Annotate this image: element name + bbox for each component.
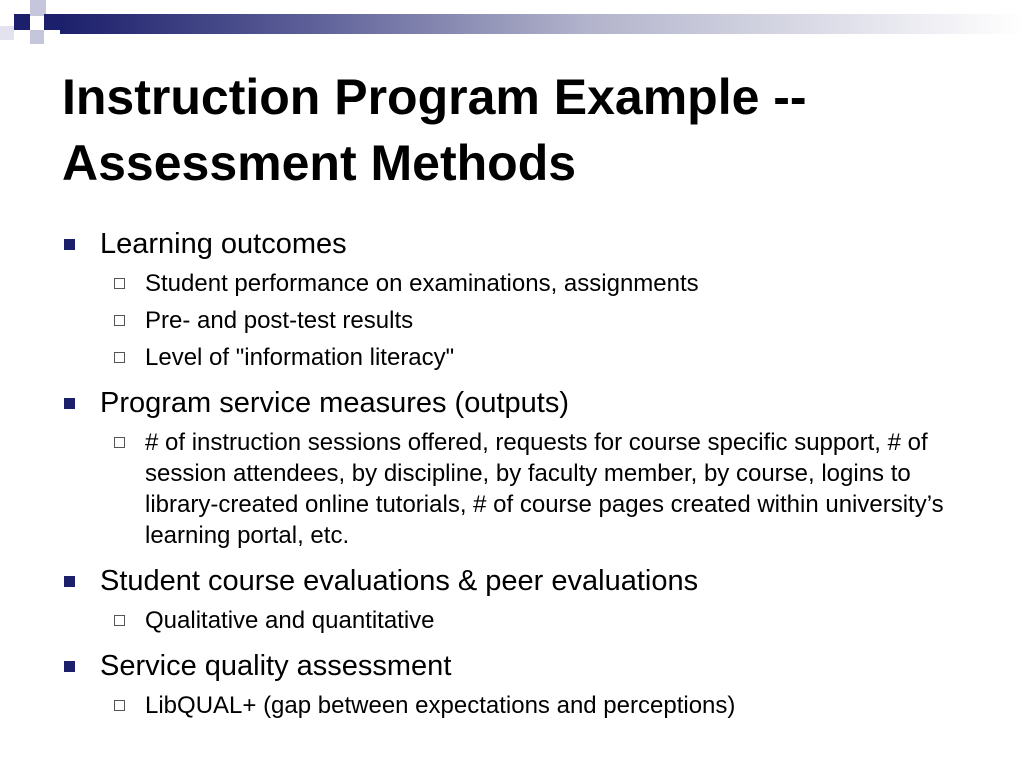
bullet-text: Student course evaluations & peer evaluations bbox=[100, 565, 699, 597]
square-bullet-icon bbox=[64, 239, 75, 250]
sub-bullet-text: Student performance on examinations, assignments bbox=[145, 270, 699, 297]
sub-bullet-text: Pre- and post-test results bbox=[145, 307, 414, 334]
hollow-square-bullet-icon bbox=[114, 700, 125, 711]
bullet-service-quality-assessment bbox=[62, 648, 962, 684]
sub-bullet bbox=[62, 605, 962, 636]
bullet-text: Service quality assessment bbox=[100, 650, 452, 682]
hollow-square-bullet-icon bbox=[114, 315, 125, 326]
slide-body bbox=[62, 226, 962, 721]
sub-bullet bbox=[62, 305, 962, 336]
slide-title bbox=[62, 64, 982, 196]
sub-bullet-text: # of instruction sessions offered, requests for course specific support, # of session attendees, by discipline, by faculty member, by course, logins to library-created online tutorials, # of course pages created within university’s learning portal, etc. bbox=[145, 429, 944, 549]
sub-bullet bbox=[62, 427, 962, 551]
sub-bullet bbox=[62, 690, 962, 721]
hollow-square-bullet-icon bbox=[114, 278, 125, 289]
square-bullet-icon bbox=[64, 661, 75, 672]
decor-square bbox=[14, 14, 30, 30]
sub-bullet-text: Qualitative and quantitative bbox=[145, 607, 435, 634]
decorative-header bbox=[0, 0, 1024, 48]
bullet-student-course-evaluations bbox=[62, 563, 962, 599]
sub-bullet bbox=[62, 342, 962, 373]
sub-bullet-text: LibQUAL+ (gap between expectations and perceptions) bbox=[145, 692, 736, 719]
hollow-square-bullet-icon bbox=[114, 352, 125, 363]
decor-square bbox=[44, 14, 60, 30]
slide-title-line-1: Instruction Program Example -- bbox=[62, 69, 807, 125]
bullet-text: Learning outcomes bbox=[100, 228, 347, 260]
hollow-square-bullet-icon bbox=[114, 437, 125, 448]
bullet-text: Program service measures (outputs) bbox=[100, 387, 569, 419]
decor-square bbox=[30, 30, 44, 44]
bullet-program-service-measures bbox=[62, 385, 962, 421]
bullet-learning-outcomes bbox=[62, 226, 962, 262]
sub-bullet bbox=[62, 268, 962, 299]
slide-title-line-2: Assessment Methods bbox=[62, 135, 577, 191]
sub-bullet-text: Level of "information literacy" bbox=[145, 344, 455, 371]
decor-square bbox=[0, 26, 14, 40]
hollow-square-bullet-icon bbox=[114, 615, 125, 626]
gradient-strip bbox=[60, 14, 1024, 34]
square-bullet-icon bbox=[64, 398, 75, 409]
square-bullet-icon bbox=[64, 576, 75, 587]
